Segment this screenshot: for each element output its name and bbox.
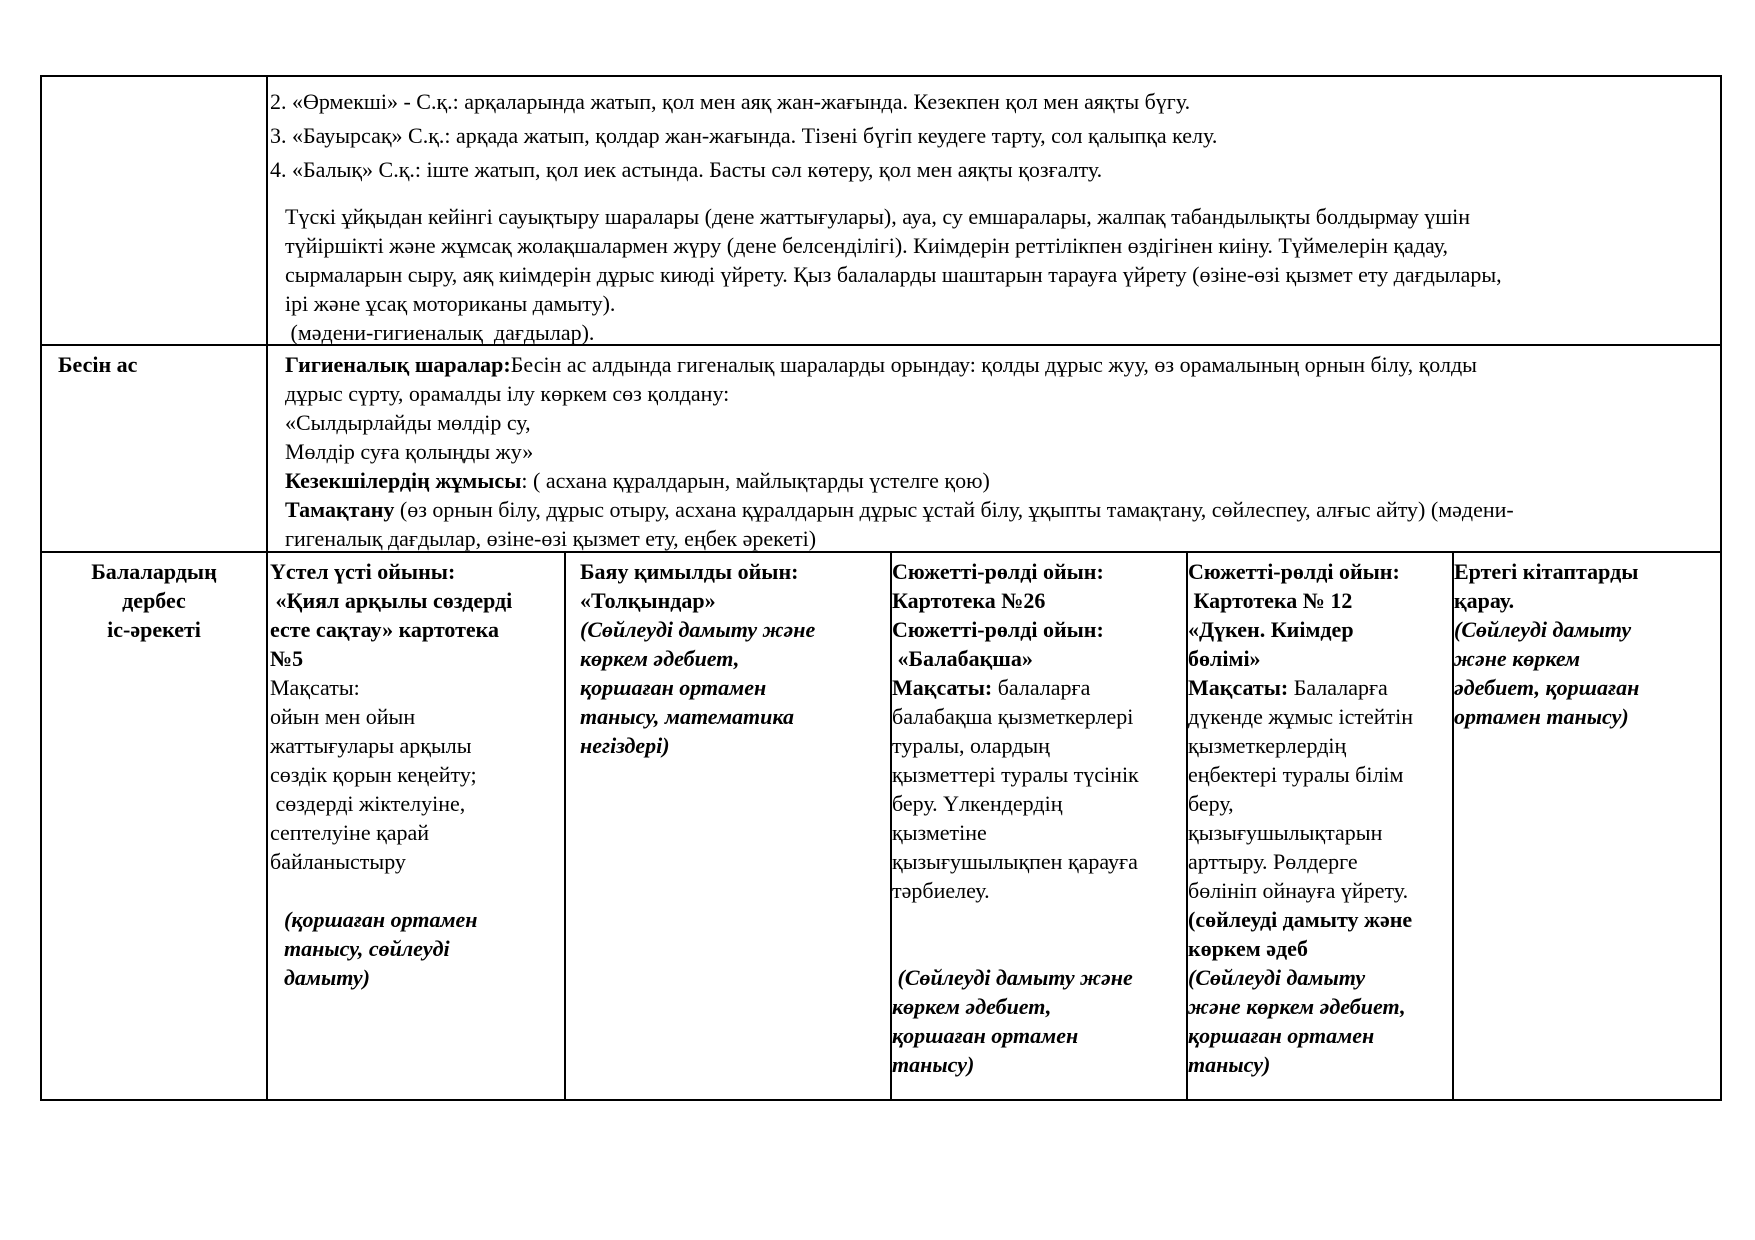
note-line: (Сөйлеуді дамыту және	[892, 965, 1133, 990]
bold-note-line: (сөйлеуді дамыту және	[1188, 907, 1413, 932]
note-line: және көркем	[1454, 646, 1581, 671]
goal-text-line: қызметтері туралы түсінік	[892, 762, 1139, 787]
game-title-line: №5	[270, 646, 304, 671]
duty-text: : ( асхана құралдарын, майлықтарды үстелге қою)	[521, 468, 990, 493]
goal-text-line: септелуіне қарай	[270, 820, 430, 845]
game-title-line: «Толқындар»	[580, 588, 716, 613]
note-line: танысу, сөйлеуді	[284, 936, 450, 961]
note-line: (Сөйлеуді дамыту	[1188, 965, 1366, 990]
label-line: Балалардың	[91, 559, 217, 584]
note-line: (Сөйлеуді дамыту және	[580, 617, 816, 642]
hygiene-text-cont: дұрыс сүрту, орамалды ілу көркем сөз қолдану:	[285, 381, 730, 406]
activity-tabletop-game	[270, 557, 562, 992]
exercise-line-3: 3. «Бауырсақ» С.қ.: арқада жатып, қолдар жан-жағында. Тізені бүгіп кеудеге тарту, сол қалыпқа келу.	[270, 123, 1218, 148]
exercise-line-2: 2. «Өрмекші» - С.қ.: арқаларында жатып, қол мен аяқ жан-жағында. Кезекпен қол мен аяқты бүгу.	[270, 89, 1191, 114]
game-title-line: қарау.	[1454, 588, 1515, 613]
game-title-line: Баяу қимылды ойын:	[580, 559, 799, 584]
note-line: дамыту)	[284, 965, 370, 990]
exercise-line-4: 4. «Балық» С.қ.: іште жатып, қол иек астында. Басты сәл көтеру, қол мен аяқты қозғалту.	[270, 157, 1103, 182]
note-line: танысу)	[892, 1052, 975, 1077]
goal-text-line: беру,	[1188, 791, 1234, 816]
game-title-line: Картотека № 12	[1188, 588, 1353, 613]
goal-label: Мақсаты:	[270, 675, 360, 700]
meal-title: Тамақтану	[285, 497, 395, 522]
goal-text-line: тәрбиелеу.	[892, 878, 990, 903]
goal-text-line: бөлініп ойнауға үйрету.	[1188, 878, 1409, 903]
game-title-line: Ертегі кітаптарды	[1454, 559, 1639, 584]
goal-text-line: дүкенде жұмыс істейтін	[1188, 704, 1414, 729]
note-line: негіздері)	[580, 733, 670, 758]
activity-kindergarten-roleplay	[892, 557, 1184, 1079]
goal-text-line: қызығушылықтарын	[1188, 820, 1383, 845]
game-title-line: Үстел үсті ойыны:	[270, 559, 456, 584]
goal-text-line: беру. Үлкендердің	[892, 791, 1063, 816]
goal-text-line: жаттығулары арқылы	[270, 733, 472, 758]
game-title-line: Сюжетті-рөлді ойын:	[892, 559, 1104, 584]
game-title-line: «Дүкен. Киімдер	[1188, 617, 1354, 642]
meal-text-cont: гигеналық дағдылар, өзіне-өзі қызмет ету, еңбек әрекеті)	[285, 526, 817, 551]
meal-text: (өз орнын білу, дұрыс отыру, асхана құралдарын дұрыс ұстай білу, ұқыпты тамақтану, сөйлеспеу, алғыс айту) (мәдени-	[394, 497, 1514, 522]
wellness-paragraph	[285, 202, 1715, 347]
wellness-line: Түскі ұйқыдан кейінгі сауықтыру шаралары (дене жаттығулары), ауа, су емшаралары, жалпақ табандылықты болдырмау үшін	[285, 204, 1471, 229]
note-line: (қоршаған ортамен	[284, 907, 478, 932]
gymnastics-list	[270, 85, 1710, 187]
note-line: танысу, математика	[580, 704, 795, 729]
activity-shop-roleplay	[1188, 557, 1450, 1079]
goal-text-line: балабақша қызметкерлері	[892, 704, 1134, 729]
goal-label: Мақсаты:	[1188, 675, 1289, 700]
goal-text-line: қызметіне	[892, 820, 987, 845]
goal-text-line: байланыстыру	[270, 849, 406, 874]
game-title-line: Сюжетті-рөлді ойын:	[1188, 559, 1400, 584]
note-line: және көркем әдебиет,	[1188, 994, 1406, 1019]
note-line: әдебиет, қоршаған	[1454, 675, 1640, 700]
note-line: қоршаған ортамен	[1188, 1023, 1375, 1048]
note-line: ортамен танысу)	[1454, 704, 1629, 729]
goal-text-line: еңбектері туралы білім	[1188, 762, 1404, 787]
wellness-line: (мәдени-гигиеналық дағдылар).	[285, 320, 595, 345]
note-line: көркем әдебиет,	[580, 646, 740, 671]
note-line: қоршаған ортамен	[580, 675, 767, 700]
goal-text-first: балаларға	[992, 675, 1091, 700]
game-title-line: Картотека №26	[892, 588, 1046, 613]
bold-note-line: көркем әдеб	[1188, 936, 1308, 961]
goal-text-line: қызығушылықпен қарауға	[892, 849, 1138, 874]
duty-title: Кезекшілердің жұмысы	[285, 468, 522, 493]
column-divider-2	[564, 551, 566, 1101]
label-line: дербес	[122, 588, 186, 613]
activity-fairy-tale-books	[1454, 557, 1718, 731]
row-label-independent-activity	[42, 557, 266, 644]
note-line: танысу)	[1188, 1052, 1271, 1077]
hygiene-text: Бесін ас алдында гигеналық шараларды орындау: қолды дұрыс жуу, өз орамалының орнын білу, қолды	[510, 352, 1477, 377]
game-title-line: Сюжетті-рөлді ойын:	[892, 617, 1104, 642]
note-line: (Сөйлеуді дамыту	[1454, 617, 1632, 642]
game-title-line: «Балабақша»	[892, 646, 1033, 671]
goal-text-line: сөздерді жіктелуіне,	[270, 791, 466, 816]
game-title-line: бөлімі»	[1188, 646, 1261, 671]
row-label-afternoon-snack: Бесін ас	[58, 352, 138, 377]
goal-text-line: қызметкерлердің	[1188, 733, 1347, 758]
poem-line-2: Мөлдір суға қолыңды жу»	[285, 439, 534, 464]
poem-line-1: «Сылдырлайды мөлдір су,	[285, 410, 531, 435]
hygiene-title: Гигиеналық шаралар:	[285, 352, 511, 377]
afternoon-snack-content	[285, 350, 1718, 553]
wellness-line: ірі және ұсақ моториканы дамыту).	[285, 291, 616, 316]
goal-label: Мақсаты:	[892, 675, 993, 700]
game-title-line: есте сақтау» картотека	[270, 617, 500, 642]
goal-text-line: сөздік қорын кеңейту;	[270, 762, 477, 787]
goal-text-first: Балаларға	[1288, 675, 1388, 700]
goal-text-line: арттыру. Рөлдерге	[1188, 849, 1358, 874]
label-line: іс-әрекеті	[107, 617, 201, 642]
note-line: қоршаған ортамен	[892, 1023, 1079, 1048]
label-column-divider	[266, 75, 268, 1101]
game-title-line: «Қиял арқылы сөздерді	[270, 588, 513, 613]
note-line: көркем әдебиет,	[892, 994, 1052, 1019]
wellness-line: сырмаларын сыру, аяқ киімдерін дұрыс киюді үйрету. Қыз балаларды шаштарын тарауға үйрету (өзіне-өзі қызмет ету дағдылары,	[285, 262, 1502, 287]
activity-slow-game	[580, 557, 886, 760]
wellness-line: түйіршікті және жұмсақ жолақшалармен жүру (дене белсенділігі). Киімдерін реттілікпен өздігінен киіну. Түймелерін қадау,	[285, 233, 1448, 258]
goal-text-line: туралы, олардың	[892, 733, 1050, 758]
goal-text-line: ойын мен ойын	[270, 704, 416, 729]
